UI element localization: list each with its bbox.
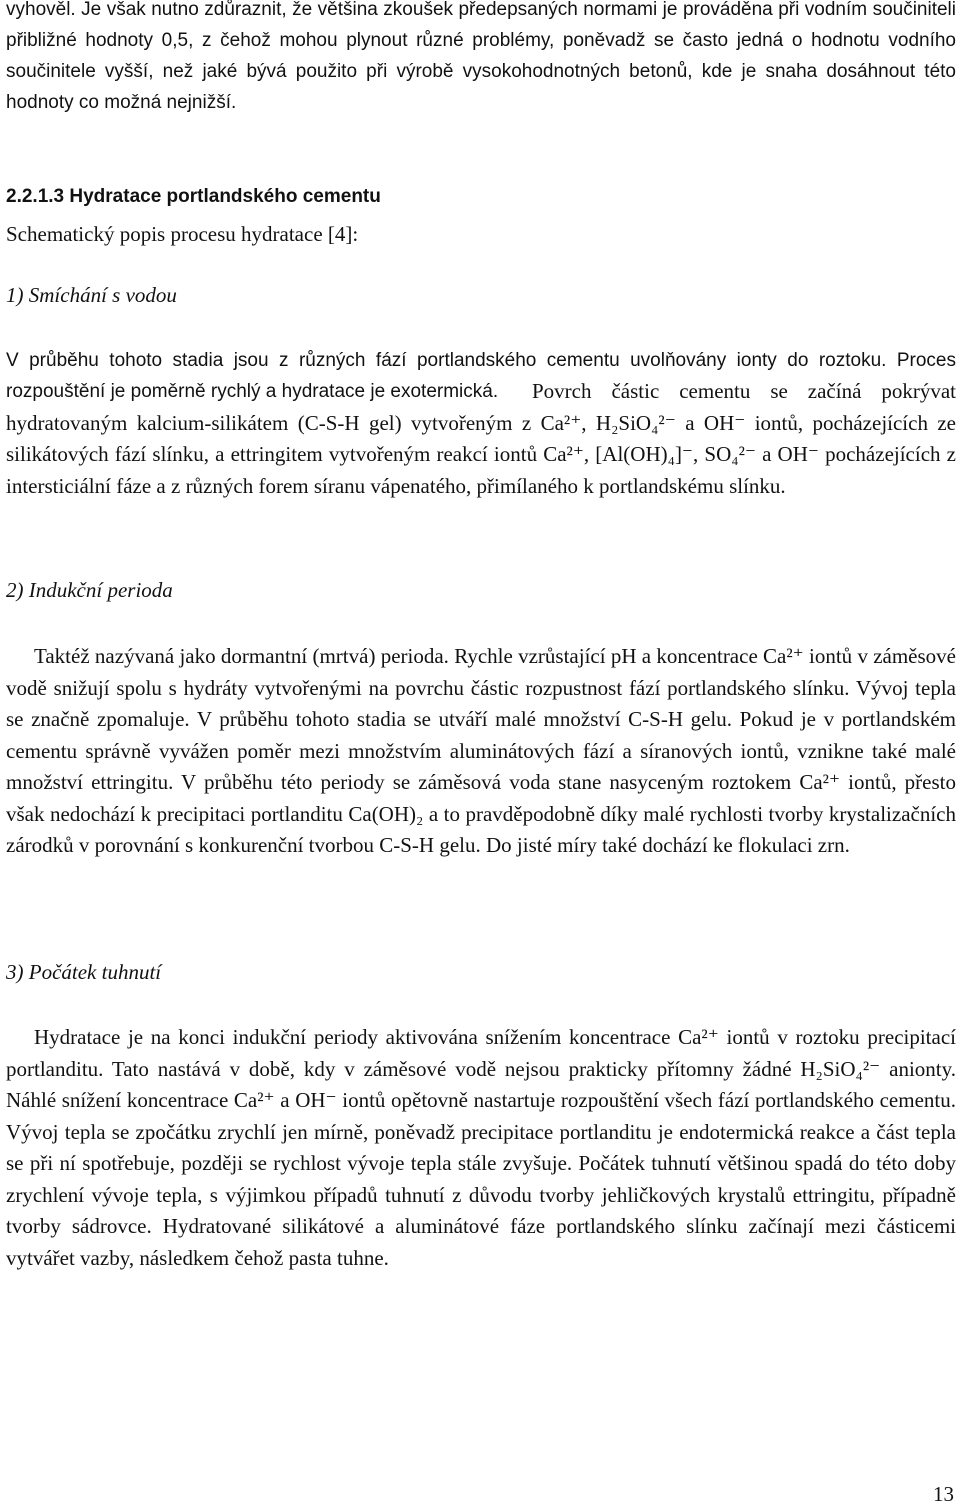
stage-2-title: 2) Indukční perioda <box>6 578 173 602</box>
section-intro: Schematický popis procesu hydratace [4]: <box>6 222 359 246</box>
stage-3-paragraph: Hydratace je na konci indukční periody aktivována snížením koncentrace Ca²⁺ iontů v roztoku precipitací portlanditu. Tato nastává v době, kdy v záměsové vodě nejsou prakticky přítomny žádné H₂SiO₄²⁻ anionty. Náhlé snížení koncentrace Ca²⁺ a OH⁻ iontů opětovně nastartuje rozpouštění všech fází portlandského cementu. Vývoj tepla se zpočátku zrychlí jen mírně, poněvadž precipitace portlanditu je endotermická reakce a část tepla se při ní spotřebuje, později se rychlost vývoje tepla stále zvyšuje. Počátek tuhnutí většinou spadá do této doby zrychlení vývoje tepla, s výjimkou případů tuhnutí z důvodu tvorby jehličkových krystalů ettringitu, případně tvorby sádrovce. Hydratované silikátové a aluminátové fáze portlandského slínku začínají mezi částicemi vytvářet vazby, následkem čehož pasta tuhne. <box>6 1025 956 1270</box>
page-number: 13 <box>933 1482 954 1506</box>
stage-3-title: 3) Počátek tuhnutí <box>6 960 162 984</box>
stage-2-paragraph: Taktéž nazývaná jako dormantní (mrtvá) perioda. Rychle vzrůstající pH a koncentrace Ca²⁺ iontů v záměsové vodě snižují spolu s hydráty vytvořenými na povrchu částic rozpustnost fází portlandského slínku. Vývoj tepla se značně zpomaluje. V průběhu tohoto stadia se utváří malé množství C-S-H gelu. Pokud je v portlandském cementu správně vyvážen poměr mezi množstvím aluminátových fází a síranových iontů, vznikne také malé množství ettringitu. V průběhu této periody se záměsová voda stane nasyceným roztokem Ca²⁺ iontů, přesto však nedochází k precipitaci portlanditu Ca(OH)₂ a to pravděpodobně díky malé rychlosti tvorby krystalizačních zárodků v porovnání s konkurenční tvorbou C-S-H gelu. Do jisté míry také dochází ke flokulaci zrn. <box>6 644 956 857</box>
intro-paragraph: vyhověl. Je však nutno zdůraznit, že většina zkoušek předepsaných normami je prováděna při vodním součiniteli přibližné hodnoty 0,5, z čehož mohou plynout různé problémy, poněvadž se často jedná o hodnotu vodního součinitele vyšší, než jaké bývá použito při výrobě vysokohodnotných betonů, kde je snaha dosáhnout této hodnoty co možná nejnižší. <box>6 0 956 113</box>
stage-1-title: 1) Smíchání s vodou <box>6 283 177 307</box>
stage-1-paragraph-b: Povrch částic cementu se začíná pokrývat hydratovaným kalcium-silikátem (C-S-H gel) vytvořeným z Ca²⁺, H₂SiO₄²⁻ a OH⁻ iontů, pocházejících ze silikátových fází slínku, a ettringitem vytvořeným reakcí iontů Ca²⁺, [Al(OH)₄]⁻, SO₄²⁻ a OH⁻ pocházejících z intersticiální fáze a z různých forem síranu vápenatého, přimílaného k portlandskému slínku. <box>6 379 956 498</box>
stage-1-paragraph-a: V průběhu tohoto stadia jsou z různých fází portlandského cementu uvolňovány ionty do roztoku. Proces rozpouštění je poměrně rychlý a hydratace je exotermická. <box>6 350 956 402</box>
section-heading: 2.2.1.3 Hydratace portlandského cementu <box>6 186 381 207</box>
